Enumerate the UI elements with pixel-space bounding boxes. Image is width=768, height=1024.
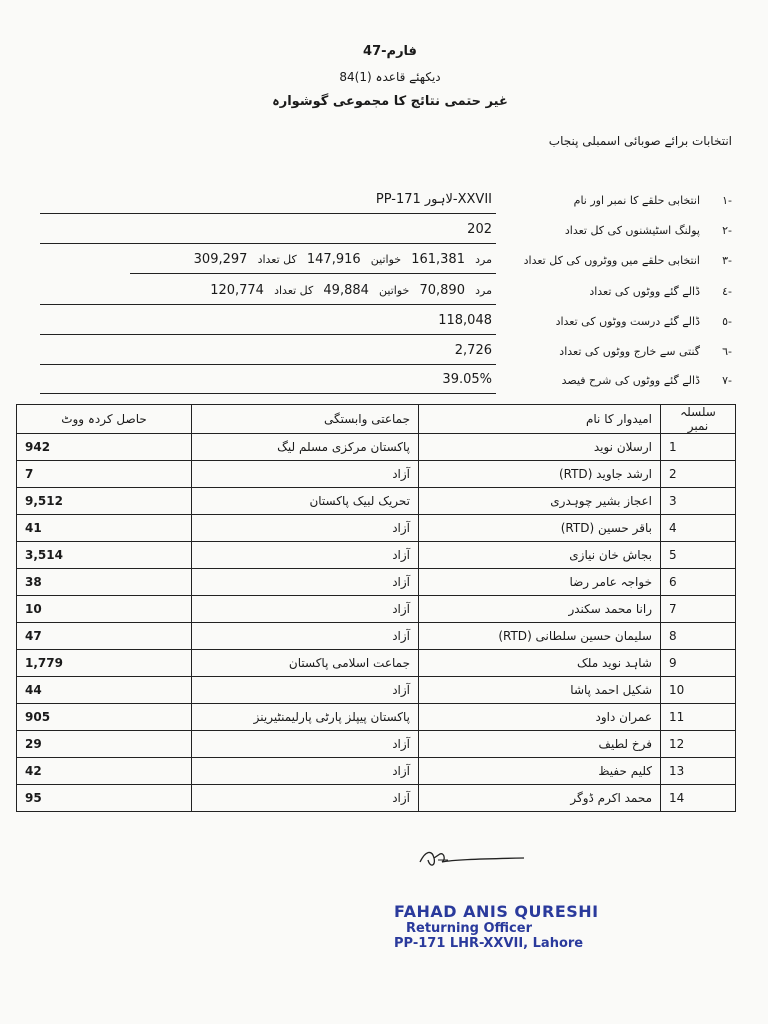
polling-stations-row xyxy=(40,218,740,248)
turnout-label: ڈالے گئے ووٹوں کی شرح فیصد xyxy=(561,374,700,387)
candidate-cell: باقر حسین (RTD) xyxy=(419,515,661,542)
fill-line xyxy=(40,304,496,305)
party-cell: آزاد xyxy=(192,569,419,596)
fill-line xyxy=(40,213,496,214)
votes-cell: 42 xyxy=(17,758,192,785)
candidate-header: امیدوار کا نام xyxy=(419,405,661,434)
officer-office: PP-171 LHR-XXVII, Lahore xyxy=(394,936,584,951)
total-label: کل تعداد xyxy=(257,253,297,266)
serial-cell: 4 xyxy=(661,515,736,542)
item-number: -٣ xyxy=(722,254,732,267)
serial-cell: 1 xyxy=(661,434,736,461)
serial-header: سلسلہ نمبر xyxy=(661,405,736,434)
serial-cell: 10 xyxy=(661,677,736,704)
serial-cell: 6 xyxy=(661,569,736,596)
party-cell: پاکستان پیپلز پارٹی پارلیمنٹیرینز xyxy=(192,704,419,731)
results-table xyxy=(16,404,736,812)
party-cell: آزاد xyxy=(192,785,419,812)
candidate-cell: شکیل احمد پاشا xyxy=(419,677,661,704)
table-row xyxy=(17,515,736,542)
female-label: خواتین xyxy=(370,253,402,266)
votes-cell: 7 xyxy=(17,461,192,488)
polling-stations-label: پولنگ اسٹیشنوں کی کل تعداد xyxy=(564,224,700,237)
valid-votes-row xyxy=(40,309,740,339)
form-number: فارم-47 xyxy=(363,44,417,59)
serial-cell: 11 xyxy=(661,704,736,731)
votes-cell: 47 xyxy=(17,623,192,650)
table-row xyxy=(17,704,736,731)
votes-cell: 905 xyxy=(17,704,192,731)
party-cell: آزاد xyxy=(192,758,419,785)
registered-voters-label: انتخابی حلقے میں ووٹروں کی کل تعداد xyxy=(523,254,700,267)
table-header-row xyxy=(17,405,736,434)
candidate-cell: بجاش خان نیازی xyxy=(419,542,661,569)
votes-cell: 3,514 xyxy=(17,542,192,569)
votes-header: حاصل کردہ ووٹ xyxy=(17,405,192,434)
table-row xyxy=(17,731,736,758)
party-cell: جماعت اسلامی پاکستان xyxy=(192,650,419,677)
serial-cell: 14 xyxy=(661,785,736,812)
total-count: 309,297 xyxy=(193,252,248,267)
turnout-value: 39.05% xyxy=(442,372,492,387)
party-cell: آزاد xyxy=(192,515,419,542)
candidate-cell: خواجہ عامر رضا xyxy=(419,569,661,596)
votes-cell: 41 xyxy=(17,515,192,542)
votes-cast-breakdown xyxy=(136,283,492,298)
votes-cast-row xyxy=(40,279,740,309)
fill-line xyxy=(130,273,496,274)
fill-line xyxy=(40,393,496,394)
table-row xyxy=(17,569,736,596)
male-label: مرد xyxy=(475,284,492,297)
votes-cell: 1,779 xyxy=(17,650,192,677)
serial-cell: 5 xyxy=(661,542,736,569)
candidate-cell: شاہد نوید ملک xyxy=(419,650,661,677)
officer-designation: Returning Officer xyxy=(406,921,532,936)
rejected-votes-value: 2,726 xyxy=(454,343,492,358)
item-number: -٢ xyxy=(722,224,732,237)
votes-cell: 29 xyxy=(17,731,192,758)
officer-name: FAHAD ANIS QURESHI xyxy=(394,902,599,921)
votes-cell: 38 xyxy=(17,569,192,596)
constituency-label: انتخابی حلقے کا نمبر اور نام xyxy=(573,194,700,207)
rejected-votes-label: گنتی سے خارج ووٹوں کی تعداد xyxy=(559,345,700,358)
registered-voters-breakdown xyxy=(136,252,492,267)
table-row xyxy=(17,650,736,677)
item-number: -٦ xyxy=(722,345,732,358)
party-cell: آزاد xyxy=(192,623,419,650)
votes-cell: 95 xyxy=(17,785,192,812)
serial-cell: 3 xyxy=(661,488,736,515)
party-cell: آزاد xyxy=(192,677,419,704)
candidate-cell: کلیم حفیظ xyxy=(419,758,661,785)
candidate-cell: اعجاز بشیر چوہدری xyxy=(419,488,661,515)
election-title: انتخابات برائے صوبائی اسمبلی پنجاب xyxy=(548,134,732,148)
polling-stations-value: 202 xyxy=(467,222,492,237)
rule-reference: دیکھئے قاعدہ (1)84 xyxy=(339,70,441,84)
table-row xyxy=(17,461,736,488)
candidate-cell: ارشد جاوید (RTD) xyxy=(419,461,661,488)
party-cell: آزاد xyxy=(192,461,419,488)
fill-line xyxy=(40,243,496,244)
fill-line xyxy=(40,334,496,335)
party-header: جماعتی وابستگی xyxy=(192,405,419,434)
male-label: مرد xyxy=(475,253,492,266)
votes-cell: 44 xyxy=(17,677,192,704)
male-count: 161,381 xyxy=(411,252,465,267)
total-count: 120,774 xyxy=(210,283,264,298)
item-number: -١ xyxy=(722,194,732,207)
female-count: 147,916 xyxy=(306,252,361,267)
constituency-row xyxy=(40,188,740,218)
constituency-value: PP-171 لاہور-XXVII xyxy=(375,192,492,207)
table-row xyxy=(17,758,736,785)
candidate-cell: رانا محمد سکندر xyxy=(419,596,661,623)
table-row xyxy=(17,542,736,569)
table-row xyxy=(17,677,736,704)
candidate-cell: فرخ لطیف xyxy=(419,731,661,758)
serial-cell: 9 xyxy=(661,650,736,677)
table-row xyxy=(17,488,736,515)
item-number: -٤ xyxy=(722,285,732,298)
votes-cell: 10 xyxy=(17,596,192,623)
serial-cell: 7 xyxy=(661,596,736,623)
returning-officer-stamp xyxy=(394,902,599,951)
signature xyxy=(412,846,532,872)
total-label: کل تعداد xyxy=(274,284,314,297)
table-row xyxy=(17,434,736,461)
table-row xyxy=(17,596,736,623)
female-label: خواتین xyxy=(379,284,410,297)
party-cell: آزاد xyxy=(192,731,419,758)
serial-cell: 12 xyxy=(661,731,736,758)
fill-line xyxy=(40,364,496,365)
candidate-cell: محمد اکرم ڈوگر xyxy=(419,785,661,812)
serial-cell: 2 xyxy=(661,461,736,488)
votes-cast-label: ڈالے گئے ووٹوں کی تعداد xyxy=(589,285,700,298)
candidate-cell: سلیمان حسین سلطانی (RTD) xyxy=(419,623,661,650)
party-cell: آزاد xyxy=(192,596,419,623)
party-cell: آزاد xyxy=(192,542,419,569)
serial-cell: 13 xyxy=(661,758,736,785)
item-number: -٧ xyxy=(722,374,732,387)
votes-cell: 942 xyxy=(17,434,192,461)
candidate-cell: ارسلان نوید xyxy=(419,434,661,461)
turnout-row xyxy=(40,368,740,398)
votes-cell: 9,512 xyxy=(17,488,192,515)
party-cell: تحریک لبیک پاکستان xyxy=(192,488,419,515)
table-row xyxy=(17,785,736,812)
form-title: غیر حتمی نتائج کا مجموعی گوشوارہ xyxy=(272,94,508,109)
male-count: 70,890 xyxy=(419,283,465,298)
candidate-cell: عمران داود xyxy=(419,704,661,731)
item-number: -٥ xyxy=(722,315,732,328)
female-count: 49,884 xyxy=(323,283,369,298)
rejected-votes-row xyxy=(40,339,740,369)
serial-cell: 8 xyxy=(661,623,736,650)
party-cell: پاکستان مرکزی مسلم لیگ xyxy=(192,434,419,461)
valid-votes-value: 118,048 xyxy=(438,313,492,328)
table-row xyxy=(17,623,736,650)
registered-voters-row xyxy=(40,248,740,278)
valid-votes-label: ڈالے گئے درست ووٹوں کی تعداد xyxy=(555,315,700,328)
